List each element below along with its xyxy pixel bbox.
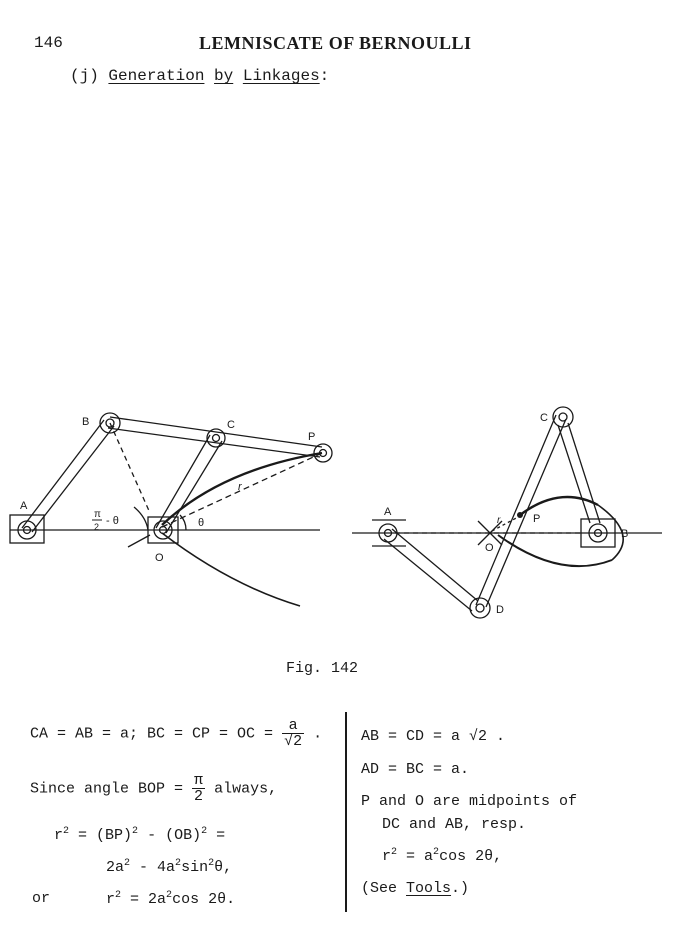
section-word-2: by (214, 67, 234, 85)
left-eq-line-5: or (32, 890, 51, 907)
section-word-1: Generation (108, 67, 205, 85)
point-p-dot (517, 512, 523, 518)
right-eq-line-3: P and O are midpoints of (361, 793, 578, 810)
bar-ab-edge (22, 420, 104, 528)
left-eq-line-5-formula: $r^2 = 2a^2\cos$ 2θ. (106, 890, 236, 908)
column-divider (345, 712, 347, 912)
label-left-r: r (238, 481, 242, 493)
label-right-o: O (485, 542, 494, 554)
joint-c-pin (213, 435, 220, 442)
left-eq-line-4: $2a^2 - 4a^2\sin^2\theta$, (106, 858, 233, 876)
right-eq-line-2: AD = BC = a. (361, 761, 470, 778)
label-right-b: B (621, 528, 629, 540)
joint-d-pin (476, 604, 484, 612)
figure-142 (0, 395, 692, 635)
page-number: 146 (34, 34, 63, 52)
label-right-d: D (496, 604, 504, 616)
section-label: (j) (70, 67, 99, 85)
label-angle-num: π (94, 509, 101, 520)
bar-cb-edge-2 (568, 423, 600, 523)
joint-c-right (553, 407, 573, 427)
dashed-op (162, 453, 322, 527)
lemniscate-upper-arc (162, 453, 322, 525)
fraction-pi-over-2: $\frac{\pi}{2}$ (194, 772, 204, 805)
section-title (70, 67, 329, 85)
left-eq-line-3: $r^2 = (BP)^2 - (OB)^2$ = (54, 826, 226, 844)
label-left-theta: θ (198, 517, 205, 529)
section-colon: : (319, 67, 330, 85)
right-eq-line-5: $r^2 = a^2\cos$ 2θ, (382, 847, 503, 865)
label-left-b: B (82, 416, 90, 428)
label-right-p: P (533, 513, 541, 525)
label-left-c: C (227, 419, 235, 431)
section-word-3: Linkages (242, 67, 320, 85)
bar-ad-edge-2 (384, 539, 472, 611)
label-angle-den: 2 (94, 522, 100, 532)
figure-caption: Fig. 142 (286, 660, 359, 677)
lemniscate-lower-arc (162, 533, 300, 606)
label-left-p: P (308, 431, 316, 443)
bar-co-edge (156, 435, 210, 528)
right-eq-line-6: (See Tools.) (361, 880, 470, 897)
bar-dc-edge (476, 415, 556, 605)
label-angle-rest: - θ (106, 515, 119, 527)
label-right-c: C (540, 412, 548, 424)
joint-d (470, 598, 490, 618)
fraction-a-over-root2: $\frac{a}{√2}$ (284, 717, 303, 750)
tools-reference: Tools (406, 880, 452, 897)
left-eq-line-2: Since angle BOP = $\frac{\pi}{2}$ always, (30, 772, 278, 805)
label-left-o: O (155, 552, 164, 564)
right-eq-line-4: DC and AB, resp. (382, 816, 527, 833)
running-title: LEMNISCATE OF BERNOULLI (199, 33, 472, 53)
left-eq-line-1: CA = AB = a; BC = CP = OC = $\frac{a}{√2}$ . (30, 717, 323, 750)
bar-dc-edge-2 (486, 419, 566, 607)
angle-arc-left (134, 507, 148, 530)
label-right-a: A (384, 506, 392, 518)
bar-ad-edge (392, 529, 478, 601)
dashed-bo (110, 423, 150, 513)
right-eq-line-1: AB = CD = a √2 . (361, 728, 506, 745)
joint-c-right-pin (559, 413, 567, 421)
label-right-r: r (497, 515, 501, 526)
label-left-a: A (20, 500, 28, 512)
tick-mark (128, 535, 150, 547)
